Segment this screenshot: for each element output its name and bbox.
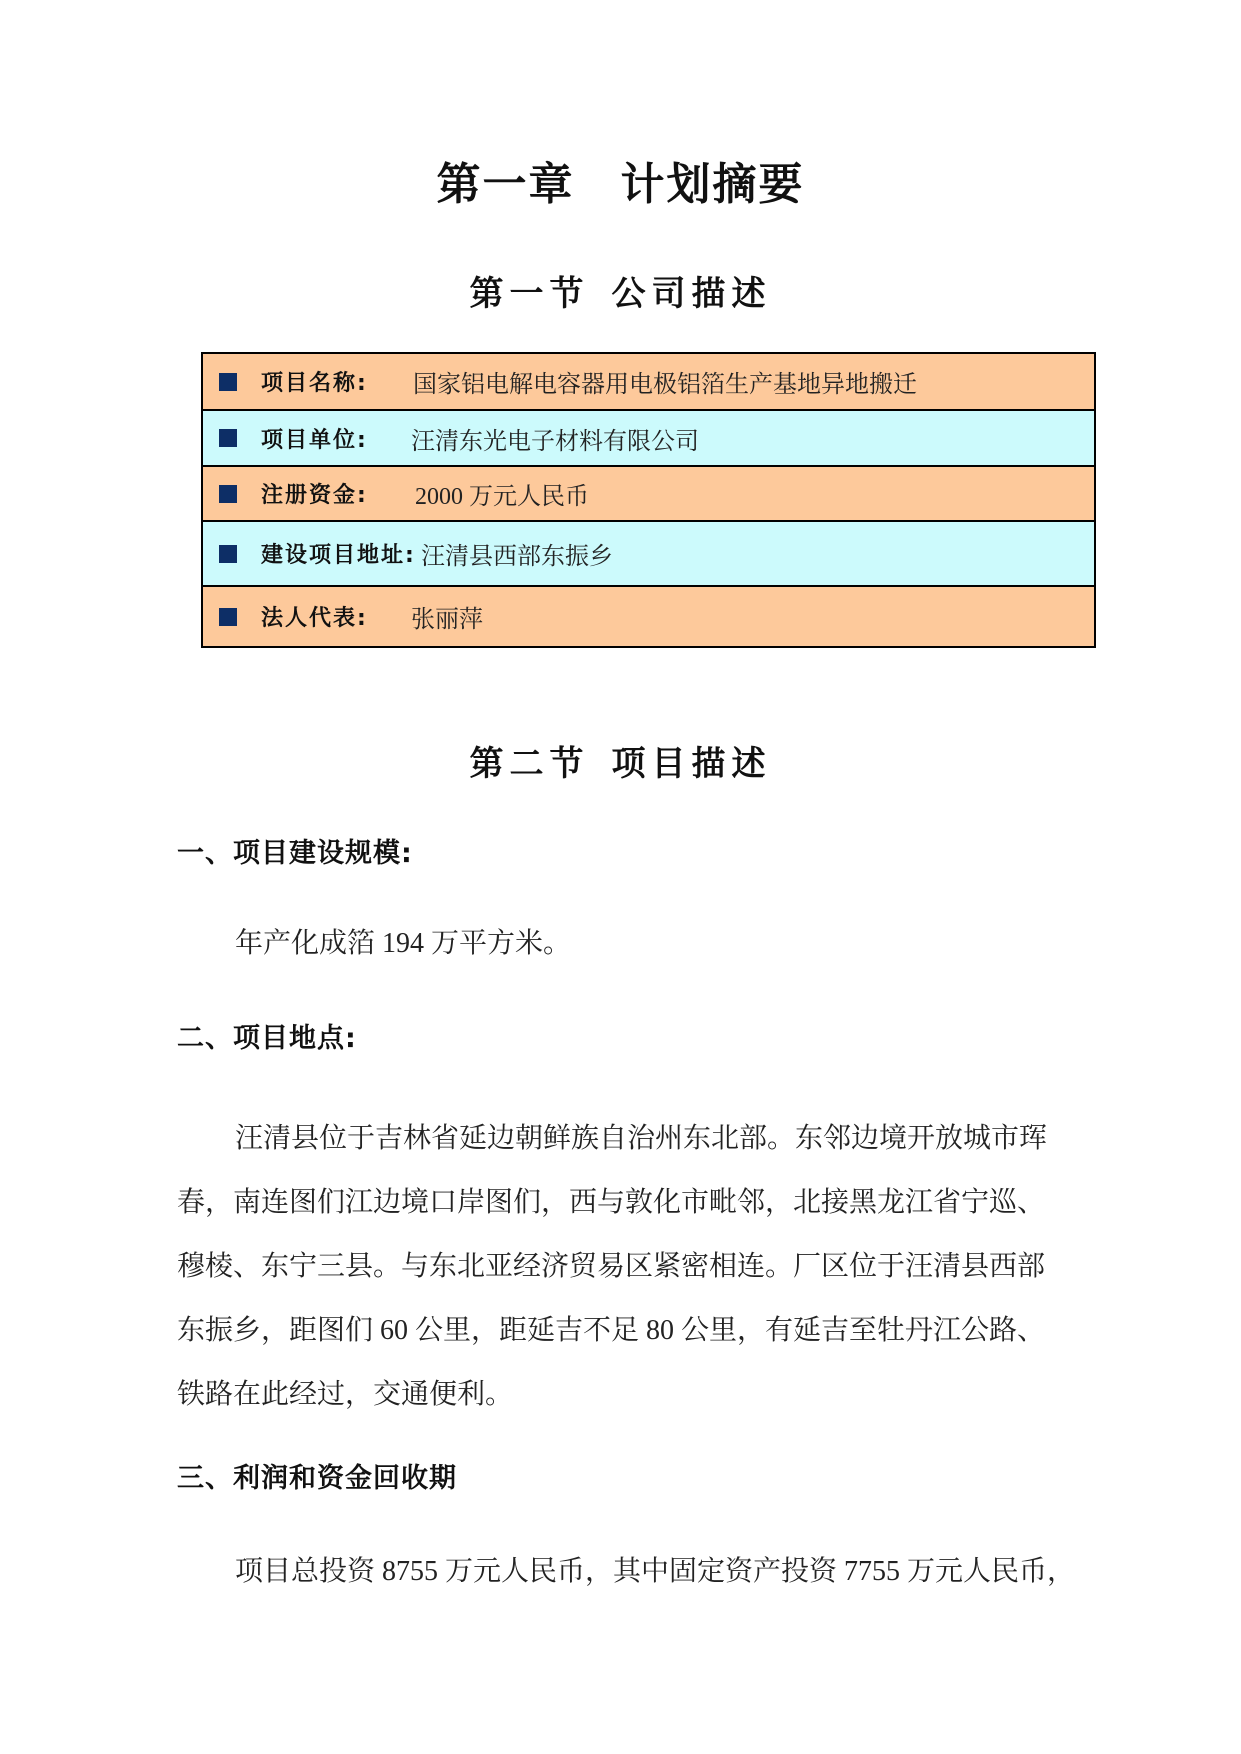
section-name: 公司描述: [611, 274, 772, 314]
paragraph-line: 穆棱、东宁三县。与东北亚经济贸易区紧密相连。厂区位于汪清县西部: [177, 1251, 1046, 1282]
row-label: 建设项目地址:: [261, 543, 416, 568]
square-bullet-icon: [219, 545, 237, 563]
square-bullet-icon: [219, 373, 237, 391]
square-bullet-icon: [219, 608, 237, 626]
paragraph-project-location: [177, 1107, 1077, 1427]
chapter-prefix: 第一章: [436, 159, 575, 210]
paragraph-construction-scale: [177, 925, 1077, 963]
company-info-table: [201, 352, 1096, 648]
section-title-project: [0, 742, 1241, 786]
section-prefix: 第一节: [469, 274, 590, 314]
section-title-company: [0, 272, 1241, 316]
row-value: 汪清县西部东振乡: [421, 544, 613, 570]
square-bullet-icon: [219, 485, 237, 503]
section-prefix: 第二节: [469, 744, 590, 784]
chapter-name: 计划摘要: [620, 159, 805, 210]
row-value: 2000 万元人民币: [415, 484, 589, 510]
paragraph-line: 春，南连图们江边境口岸图们，西与敦化市毗邻，北接黑龙江省宁巡、: [177, 1187, 1046, 1218]
row-label: 法人代表:: [261, 606, 368, 631]
section-name: 项目描述: [611, 744, 772, 784]
table-row-project-address: [203, 522, 1094, 587]
table-row-legal-representative: [203, 587, 1094, 646]
paragraph-line: 项目总投资 8755 万元人民币，其中固定资产投资 7755 万元人民币，: [235, 1556, 1076, 1587]
row-label: 项目单位:: [261, 427, 368, 453]
paragraph-line: 汪清县位于吉林省延边朝鲜族自治州东北部。东邻边境开放城市珲: [235, 1123, 1048, 1154]
row-value: 汪清东光电子材料有限公司: [411, 428, 699, 455]
table-row-registered-capital: [203, 467, 1094, 522]
chapter-title: [0, 157, 1241, 213]
heading-project-location: 二、项目地点:: [177, 1023, 357, 1054]
paragraph-line: 铁路在此经过，交通便利。: [177, 1379, 514, 1410]
paragraph-line: 东振乡，距图们 60 公里，距延吉不足 80 公里，有延吉至牡丹江公路、: [177, 1315, 1046, 1346]
paragraph-profit-payback: [177, 1553, 1077, 1591]
table-row-project-unit: [203, 411, 1094, 467]
row-label: 项目名称:: [261, 371, 368, 396]
table-row-project-name: [203, 354, 1094, 411]
row-value: 国家铝电解电容器用电极铝箔生产基地异地搬迁: [413, 372, 917, 398]
heading-profit-payback: 三、利润和资金回收期: [177, 1463, 457, 1494]
row-value: 张丽萍: [411, 607, 483, 633]
heading-construction-scale: 一、项目建设规模:: [177, 838, 413, 869]
square-bullet-icon: [219, 429, 237, 447]
paragraph-line: 年产化成箔 194 万平方米。: [235, 928, 572, 959]
row-label: 注册资金:: [261, 483, 368, 508]
